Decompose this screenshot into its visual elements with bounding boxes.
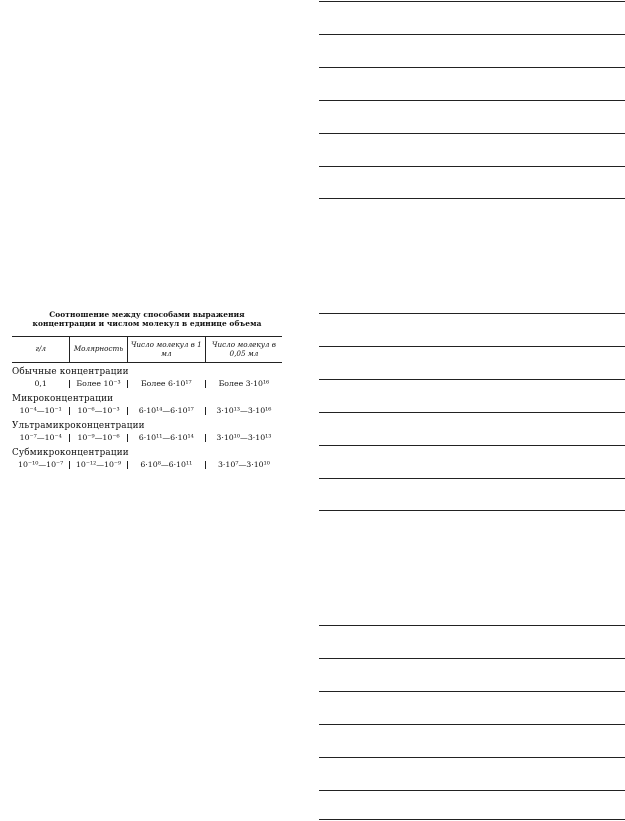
table-caption: Соотношение между способами выражения концентрации и числом молекул в единице объема bbox=[32, 310, 262, 328]
ruled-line bbox=[319, 166, 625, 167]
cell-grams-per-liter: 10⁻⁴—10⁻¹ bbox=[19, 405, 62, 415]
cell-molecules-per-ml: 6·10¹⁴—6·10¹⁷ bbox=[127, 407, 205, 415]
ruled-line bbox=[319, 445, 625, 446]
table-row bbox=[12, 378, 282, 390]
concentration-table bbox=[12, 311, 282, 471]
ruled-line bbox=[319, 346, 625, 347]
ruled-line bbox=[319, 198, 625, 199]
cell-molecules-per-005ml: Более 3·10¹⁶ bbox=[205, 380, 282, 388]
cell-molarity: 10⁻⁶—10⁻³ bbox=[69, 407, 126, 415]
group-title: Ультрамикроконцентрации bbox=[12, 421, 145, 432]
ruled-line bbox=[319, 691, 625, 692]
table-row bbox=[12, 459, 282, 471]
ruled-line bbox=[319, 510, 625, 511]
cell-grams-per-liter: 10⁻¹⁰—10⁻⁷ bbox=[18, 459, 64, 469]
cell-grams-per-liter: 0,1 bbox=[34, 378, 47, 388]
cell-molarity: 10⁻⁹—10⁻⁶ bbox=[69, 434, 126, 442]
cell-molarity: 10⁻¹²—10⁻⁹ bbox=[69, 461, 126, 469]
ruled-line bbox=[319, 478, 625, 479]
cell-molarity: Более 10⁻³ bbox=[69, 380, 126, 388]
ruled-line bbox=[319, 625, 625, 626]
ruled-line bbox=[319, 658, 625, 659]
cell-molecules-per-ml: 6·10¹¹—6·10¹⁴ bbox=[127, 434, 205, 442]
ruled-line bbox=[319, 313, 625, 314]
ruled-line bbox=[319, 1, 625, 2]
ruled-line bbox=[319, 757, 625, 758]
group-title: Субмикроконцентрации bbox=[12, 448, 129, 459]
ruled-line bbox=[319, 100, 625, 101]
table-header bbox=[12, 336, 282, 363]
header-molecules-per-005ml: Число молекул в 0,05 мл bbox=[205, 337, 282, 362]
table-row bbox=[12, 432, 282, 444]
group-micro bbox=[12, 394, 282, 417]
ruled-line bbox=[319, 790, 625, 791]
ruled-line bbox=[319, 67, 625, 68]
cell-grams-per-liter: 10⁻⁷—10⁻⁴ bbox=[19, 432, 62, 442]
ruled-line bbox=[319, 133, 625, 134]
group-submicro bbox=[12, 448, 282, 471]
header-molarity: Молярность bbox=[69, 337, 126, 362]
ruled-line bbox=[319, 819, 625, 820]
ruled-line bbox=[319, 724, 625, 725]
cell-molecules-per-005ml: 3·10¹⁰—3·10¹³ bbox=[205, 434, 282, 442]
cell-molecules-per-ml: 6·10⁸—6·10¹¹ bbox=[127, 461, 205, 469]
header-grams-per-liter: г/л bbox=[35, 344, 46, 354]
ruled-line bbox=[319, 379, 625, 380]
cell-molecules-per-ml: Более 6·10¹⁷ bbox=[127, 380, 205, 388]
cell-molecules-per-005ml: 3·10¹³—3·10¹⁶ bbox=[205, 407, 282, 415]
ruled-line bbox=[319, 412, 625, 413]
cell-molecules-per-005ml: 3·10⁷—3·10¹⁰ bbox=[205, 461, 282, 469]
group-ordinary bbox=[12, 367, 282, 390]
table-row bbox=[12, 405, 282, 417]
group-title: Микроконцентрации bbox=[12, 394, 114, 405]
group-title: Обычные концентрации bbox=[12, 367, 129, 378]
group-ultramicro bbox=[12, 421, 282, 444]
header-molecules-per-ml: Число молекул в 1 мл bbox=[127, 337, 205, 362]
ruled-line bbox=[319, 34, 625, 35]
